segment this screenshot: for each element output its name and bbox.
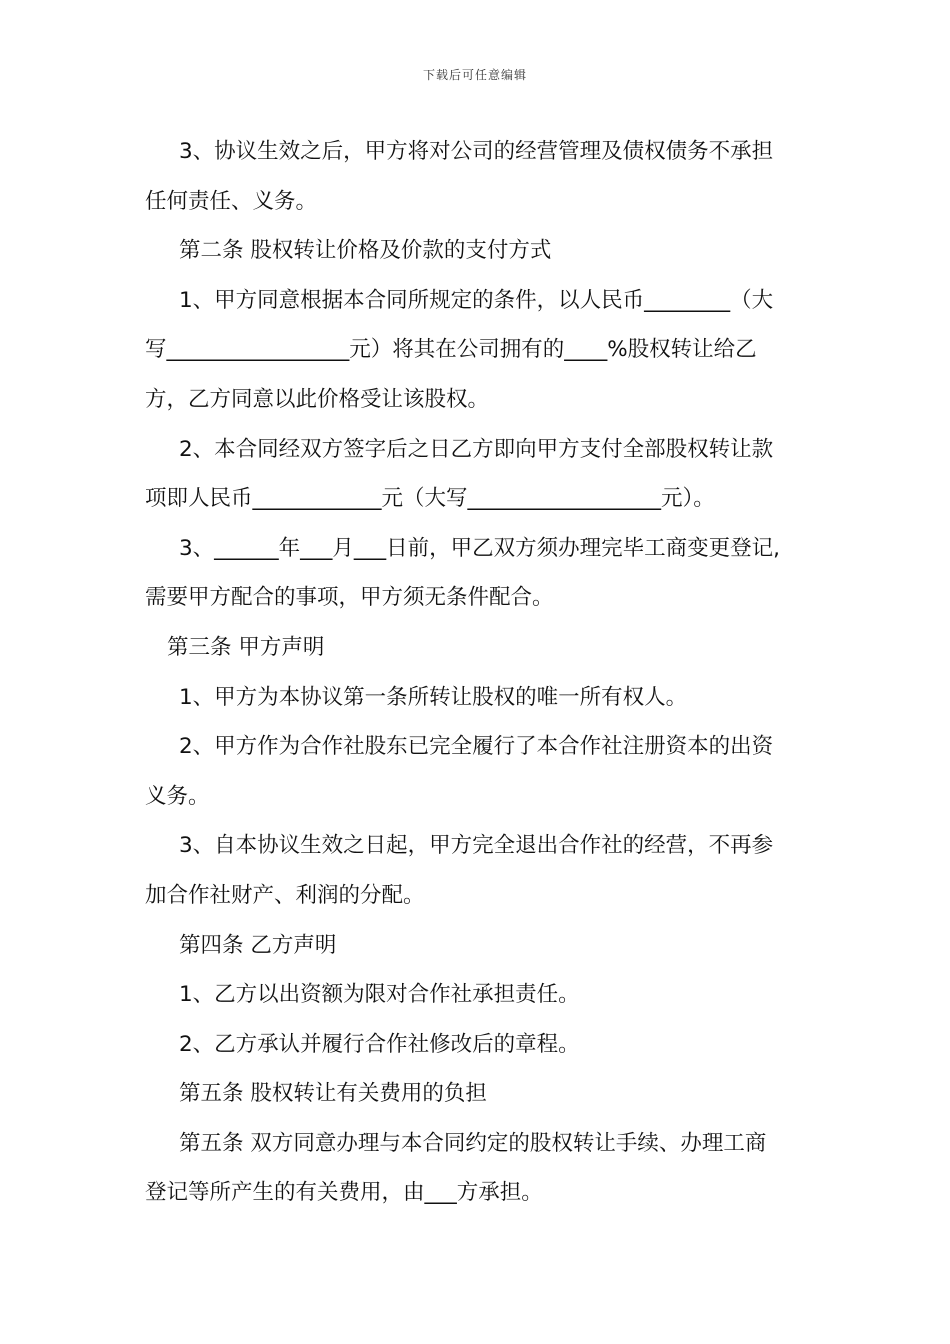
- section-heading: 第二条 股权转让价格及价款的支付方式: [179, 238, 552, 264]
- text-line: 加合作社财产、利润的分配。: [145, 882, 425, 908]
- section-heading: 第三条 甲方声明: [167, 634, 325, 660]
- section-heading: 第四条 乙方声明: [179, 932, 337, 958]
- text-line: 2、甲方作为合作社股东已完全履行了本合作社注册资本的出资: [179, 734, 774, 760]
- text-line: 方，乙方同意以此价格受让该股权。: [145, 386, 490, 412]
- text-line: 1、甲方为本协议第一条所转让股权的唯一所有权人。: [179, 684, 688, 710]
- text-line: 2、乙方承认并履行合作社修改后的章程。: [179, 1031, 580, 1057]
- text-line: 2、本合同经双方签字后之日乙方即向甲方支付全部股权转让款: [179, 436, 774, 462]
- document-body: [145, 127, 807, 1218]
- page-header: 下载后可任意编辑: [422, 68, 527, 82]
- text-line: 3、______年___月___日前，甲乙双方须办理完毕工商变更登记,: [179, 535, 781, 561]
- section-heading: 第五条 股权转让有关费用的负担: [179, 1081, 487, 1107]
- text-line: 3、协议生效之后，甲方将对公司的经营管理及债权债务不承担: [179, 139, 774, 164]
- text-line: 登记等所产生的有关费用，由___方承担。: [145, 1180, 543, 1206]
- text-line: 义务。: [145, 783, 210, 809]
- text-line: 第五条 双方同意办理与本合同约定的股权转让手续、办理工商: [179, 1130, 767, 1156]
- text-line: 项即人民币____________元（大写__________________元）。: [145, 486, 715, 512]
- text-line: 3、自本协议生效之日起，甲方完全退出合作社的经营，不再参: [179, 833, 774, 859]
- text-line: 1、乙方以出资额为限对合作社承担责任。: [179, 982, 580, 1008]
- text-line: 写_________________元）将其在公司拥有的____%股权转让给乙: [145, 337, 757, 363]
- text-line: 需要甲方配合的事项，甲方须无条件配合。: [145, 585, 554, 611]
- text-line: 任何责任、义务。: [145, 188, 318, 214]
- text-line: 1、甲方同意根据本合同所规定的条件，以人民币________（大: [179, 287, 774, 313]
